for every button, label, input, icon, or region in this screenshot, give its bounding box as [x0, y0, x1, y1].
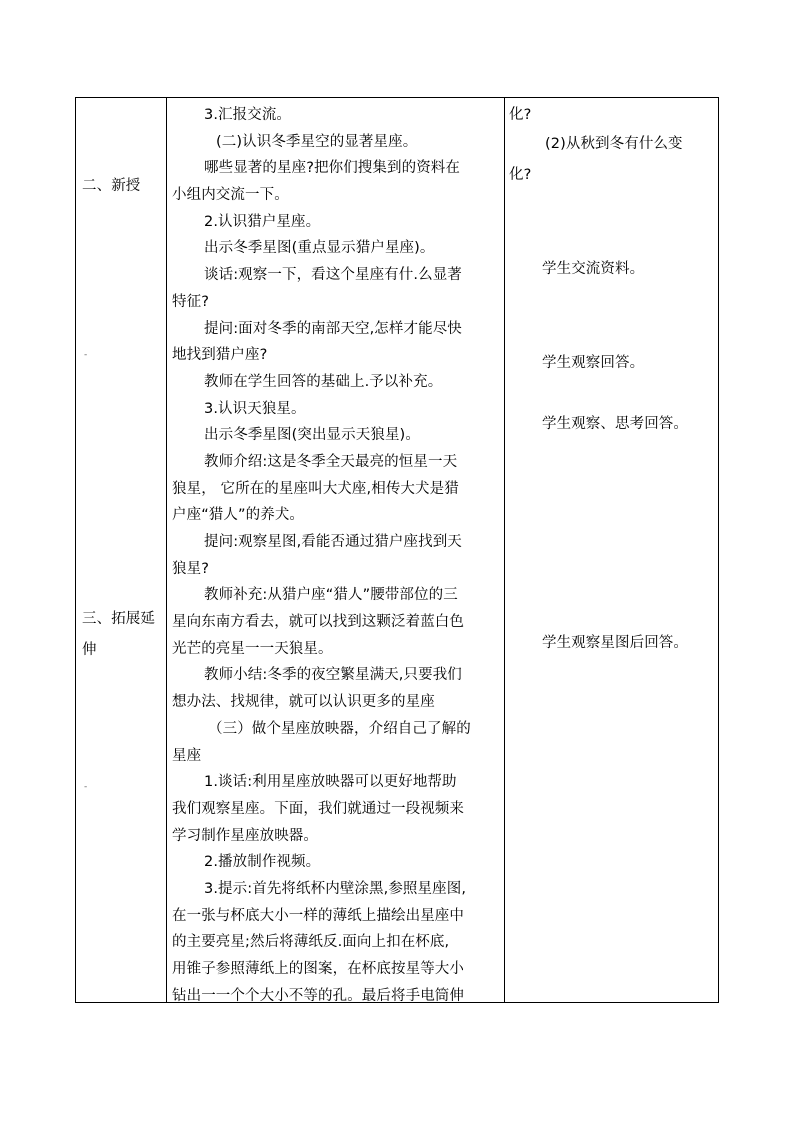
content-line: 星向东南方看去，就可以找到这颗泛着蓝白色 [172, 614, 464, 631]
content-line: 想办法、找规律，就可以认识更多的星座 [172, 694, 435, 711]
content-line: 地找到猎户座? [172, 347, 268, 364]
content-line: (二)认识冬季星空的显著星座。 [216, 133, 418, 150]
content-line: 3.汇报交流。 [204, 107, 292, 123]
content-line: 狼星? [172, 560, 209, 577]
lesson-content [172, 102, 500, 1009]
content-line: 光芒的亮星一一天狼星。 [172, 640, 333, 657]
content-line: 教师小结:冬季的夜空繁星满天,只要我们 [204, 667, 462, 684]
section-label-new-lesson: 二、新授 [82, 178, 141, 194]
content-line: 提问:面对冬季的南部天空,怎样才能尽快 [204, 320, 462, 337]
lesson-plan-table [75, 97, 719, 1003]
content-line: 星座 [172, 747, 202, 764]
column-divider-1 [166, 98, 167, 1002]
content-line: 的主要亮星;然后将薄纸反.面向上扣在杯底, [172, 934, 450, 951]
content-line: 教师在学生回答的基础上.予以补充。 [204, 373, 443, 390]
content-line: 2.播放制作视频。 [204, 854, 321, 871]
content-line: 1.谈话:利用星座放映器可以更好地帮助 [204, 774, 457, 791]
student-activity-line: 学生交流资料。 [542, 261, 645, 277]
student-activity-line: 学生观察、思考回答。 [542, 416, 688, 432]
content-line: 提问:观察星图,看能否通过猎户座找到天 [204, 534, 462, 550]
section-label-extension-line2: 伸 [82, 642, 97, 658]
student-activity-line: 化? [509, 107, 532, 123]
content-line: 户座“猎人”的养犬。 [172, 507, 305, 524]
stray-mark: - [84, 350, 88, 360]
content-line: 出示冬季星图(重点显示猎户星座)。 [204, 240, 435, 257]
student-activity-line: 化? [509, 167, 532, 183]
content-line: 学习制作星座放映器。 [172, 827, 318, 844]
stray-mark: - [84, 782, 88, 792]
content-line: 出示冬季星图(突出显示天狼星)。 [204, 427, 420, 444]
content-line: 用锥子参照薄纸上的图案，在杯底按星等大小 [172, 961, 464, 977]
content-line: （三）做个星座放映器，介绍自己了解的 [208, 720, 471, 737]
content-line: 哪些显著的星座?把你们搜集到的资料在 [204, 160, 460, 177]
content-line: 狼星， 它所在的星座叫大犬座,相传大犬是猎 [172, 480, 459, 497]
content-line: 特征? [172, 293, 209, 310]
content-line: 教师补充:从猎户座“猎人”腰带部位的三 [204, 587, 458, 604]
section-label-extension-line1: 三、拓展延 [82, 611, 155, 627]
content-line: 在一张与杯底大小一样的薄纸上描绘出星座中 [172, 907, 464, 924]
content-line: 谈话:观察一下，看这个星座有什.么显著 [204, 267, 462, 284]
student-activity-line: (2)从秋到冬有什么变 [545, 136, 683, 152]
content-line: 小组内交流一下。 [172, 187, 289, 204]
content-line: 3.认识天狼星。 [204, 400, 306, 417]
student-activity-line: 学生观察回答。 [542, 355, 645, 371]
content-line: 2.认识猎户星座。 [204, 213, 321, 230]
column-divider-2 [504, 98, 505, 1002]
content-line: 教师介绍:这是冬季全天最亮的恒星一天 [204, 453, 458, 470]
content-line: 钻出一一个个大小不等的孔。最后将手电筒伸 [172, 987, 464, 1004]
content-line: 3.提示:首先将纸杯内壁涂黑,参照星座图, [204, 880, 467, 897]
student-activity-line: 学生观察星图后回答。 [542, 635, 688, 651]
content-line: 我们观察星座。下面，我们就通过一段视频来 [172, 800, 464, 817]
